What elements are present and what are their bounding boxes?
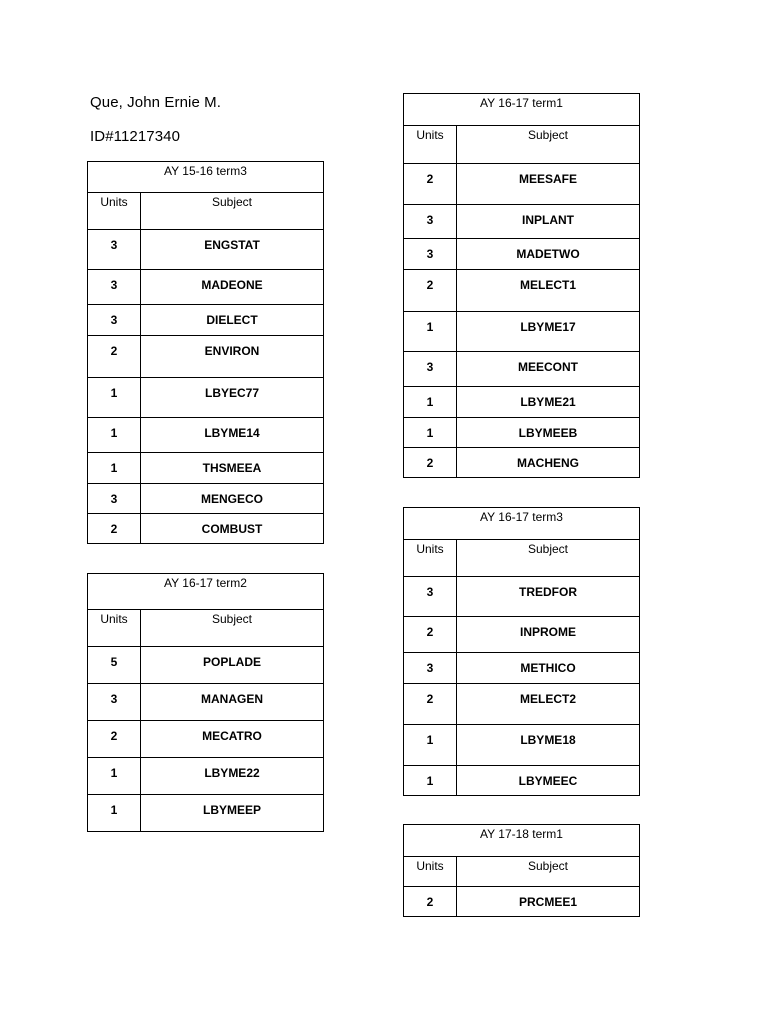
units-header: Units [88,193,141,230]
term-table-ay17-18-term1 [403,824,640,917]
table-row [404,766,640,796]
subject-cell: PRCMEE1 [457,887,640,917]
subject-cell: MELECT1 [457,270,640,312]
table-row [88,795,324,832]
subject-cell: MEESAFE [457,164,640,205]
units-cell: 2 [404,164,457,205]
table-row [404,448,640,478]
table-row [88,230,324,270]
units-cell: 3 [404,352,457,387]
subject-header: Subject [457,126,640,164]
subject-cell: LBYMEEC [457,766,640,796]
subject-cell: COMBUST [141,514,324,544]
term-title: AY 16-17 term1 [404,94,640,126]
table-row [404,617,640,653]
units-cell: 3 [88,684,141,721]
units-cell: 1 [88,378,141,418]
units-cell: 1 [88,453,141,484]
term-title: AY 17-18 term1 [404,825,640,857]
units-cell: 3 [404,653,457,684]
subject-cell: INPLANT [457,205,640,239]
table-row [404,577,640,617]
term-title: AY 15-16 term3 [88,162,324,193]
subject-cell: MANAGEN [141,684,324,721]
units-cell: 1 [404,766,457,796]
subject-cell: MADEONE [141,270,324,305]
subject-cell: METHICO [457,653,640,684]
table-row [404,653,640,684]
units-cell: 2 [88,336,141,378]
table-row [404,887,640,917]
student-id: ID#11217340 [90,128,181,145]
subject-cell: MECATRO [141,721,324,758]
units-cell: 3 [404,205,457,239]
subject-header: Subject [457,540,640,577]
subject-cell: LBYMEEB [457,418,640,448]
units-cell: 1 [404,418,457,448]
table-row [88,647,324,684]
units-header: Units [404,126,457,164]
units-cell: 1 [88,795,141,832]
term-title: AY 16-17 term2 [88,574,324,610]
table-row [88,305,324,336]
subject-cell: MENGECO [141,484,324,514]
table-row [404,684,640,725]
units-cell: 2 [404,448,457,478]
table-row [88,484,324,514]
units-cell: 1 [404,312,457,352]
units-cell: 3 [404,577,457,617]
table-row [88,758,324,795]
subject-cell: LBYMEEP [141,795,324,832]
subject-cell: LBYME18 [457,725,640,766]
units-cell: 5 [88,647,141,684]
subject-cell: MELECT2 [457,684,640,725]
subject-cell: ENVIRON [141,336,324,378]
subject-cell: LBYME14 [141,418,324,453]
term-title: AY 16-17 term3 [404,508,640,540]
table-row [88,514,324,544]
subject-cell: TREDFOR [457,577,640,617]
subject-header: Subject [141,610,324,647]
table-row [404,352,640,387]
table-row [404,725,640,766]
subject-cell: DIELECT [141,305,324,336]
units-header: Units [404,857,457,887]
table-row [88,721,324,758]
units-cell: 2 [404,887,457,917]
units-cell: 1 [88,758,141,795]
subject-cell: ENGSTAT [141,230,324,270]
term-table-ay15-16-term3 [87,161,324,544]
table-row [88,336,324,378]
student-name: Que, John Ernie M. [90,94,222,111]
units-cell: 1 [88,418,141,453]
subject-cell: POPLADE [141,647,324,684]
units-cell: 2 [404,617,457,653]
table-row [404,418,640,448]
subject-cell: LBYEC77 [141,378,324,418]
table-row [88,418,324,453]
table-row [404,239,640,270]
units-header: Units [88,610,141,647]
units-cell: 2 [88,721,141,758]
table-row [404,205,640,239]
units-cell: 2 [404,684,457,725]
table-row [404,164,640,205]
units-cell: 2 [404,270,457,312]
term-table-ay16-17-term2 [87,573,324,832]
subject-cell: MEECONT [457,352,640,387]
subject-cell: MADETWO [457,239,640,270]
units-cell: 3 [88,305,141,336]
table-row [404,312,640,352]
units-cell: 3 [88,230,141,270]
units-cell: 1 [404,725,457,766]
subject-cell: INPROME [457,617,640,653]
table-row [88,453,324,484]
table-row [88,684,324,721]
units-cell: 2 [88,514,141,544]
term-table-ay16-17-term3 [403,507,640,796]
units-header: Units [404,540,457,577]
subject-cell: LBYME22 [141,758,324,795]
table-row [404,387,640,418]
subject-header: Subject [141,193,324,230]
units-cell: 3 [88,484,141,514]
subject-cell: LBYME21 [457,387,640,418]
term-table-ay16-17-term1 [403,93,640,478]
subject-cell: THSMEEA [141,453,324,484]
subject-cell: LBYME17 [457,312,640,352]
units-cell: 3 [404,239,457,270]
units-cell: 3 [88,270,141,305]
units-cell: 1 [404,387,457,418]
subject-header: Subject [457,857,640,887]
table-row [88,270,324,305]
subject-cell: MACHENG [457,448,640,478]
table-row [88,378,324,418]
table-row [404,270,640,312]
